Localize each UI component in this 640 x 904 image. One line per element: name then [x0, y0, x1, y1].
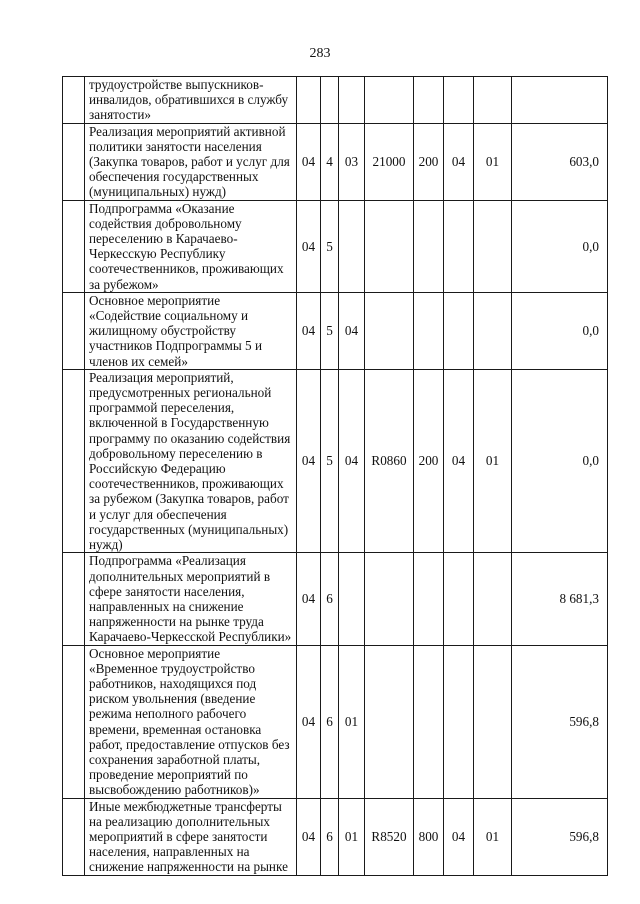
code-cell: 5 [321, 200, 339, 292]
row-number-cell [63, 553, 85, 645]
sum-cell: 596,8 [512, 798, 608, 875]
code-cell: 6 [321, 645, 339, 798]
code-cell: 200 [414, 369, 444, 552]
code-cell [444, 553, 474, 645]
code-cell [339, 553, 365, 645]
item-name-cell: трудоустройстве выпускников-инвалидов, обратившихся в службу занятости» [85, 77, 297, 124]
code-cell: 04 [297, 292, 321, 369]
page-number: 283 [309, 46, 331, 61]
code-cell [444, 77, 474, 124]
code-cell: 5 [321, 369, 339, 552]
code-cell: R8520 [365, 798, 414, 875]
code-cell: R0860 [365, 369, 414, 552]
code-cell [365, 292, 414, 369]
sum-cell: 8 681,3 [512, 553, 608, 645]
budget-table [62, 76, 608, 876]
code-cell: 200 [414, 123, 444, 200]
item-name-cell: Подпрограмма «Оказание содействия добровольному переселению в Карачаево-Черкесскую Республику соотечественников, проживающих за рубежом» [85, 200, 297, 292]
code-cell [365, 77, 414, 124]
code-cell [474, 645, 512, 798]
code-cell [444, 292, 474, 369]
sum-cell: 0,0 [512, 369, 608, 552]
code-cell [474, 200, 512, 292]
code-cell: 4 [321, 123, 339, 200]
sum-cell: 0,0 [512, 200, 608, 292]
code-cell [339, 77, 365, 124]
table-row [63, 292, 608, 369]
code-cell [414, 553, 444, 645]
row-number-cell [63, 369, 85, 552]
code-cell [474, 292, 512, 369]
table-row [63, 77, 608, 124]
row-number-cell [63, 77, 85, 124]
code-cell: 04 [297, 798, 321, 875]
code-cell: 01 [474, 123, 512, 200]
table-row [63, 369, 608, 552]
code-cell: 04 [297, 200, 321, 292]
code-cell: 04 [297, 369, 321, 552]
row-number-cell [63, 123, 85, 200]
sum-cell [512, 77, 608, 124]
code-cell: 04 [444, 798, 474, 875]
code-cell [297, 77, 321, 124]
table-row [63, 553, 608, 645]
table-row [63, 645, 608, 798]
code-cell [414, 292, 444, 369]
code-cell [365, 200, 414, 292]
code-cell [339, 200, 365, 292]
code-cell: 6 [321, 798, 339, 875]
code-cell [414, 645, 444, 798]
code-cell [321, 77, 339, 124]
item-name-cell: Подпрограмма «Реализация дополнительных мероприятий в сфере занятости населения, направленных на снижение напряженности на рынке труда Карачаево-Черкесской Республики» [85, 553, 297, 645]
sum-cell: 0,0 [512, 292, 608, 369]
code-cell [365, 645, 414, 798]
code-cell: 04 [297, 553, 321, 645]
code-cell: 04 [297, 123, 321, 200]
code-cell [414, 200, 444, 292]
code-cell: 03 [339, 123, 365, 200]
row-number-cell [63, 798, 85, 875]
item-name-cell: Иные межбюджетные трансферты на реализацию дополнительных мероприятий в сфере занятости населения, направленных на снижение напряженности на рынке [85, 798, 297, 875]
code-cell: 04 [444, 123, 474, 200]
item-name-cell: Реализация мероприятий, предусмотренных региональной программой переселения, включенной в Государственную программу по оказанию содействия добровольному переселению в Российскую Федерацию соотечественников, проживающих за рубежом (Закупка товаров, работ и услуг для обеспечения государственных (муниципальных) нужд) [85, 369, 297, 552]
item-name-cell: Реализация мероприятий активной политики занятости населения (Закупка товаров, работ и услуг для обеспечения государственных (муниципальных) нужд) [85, 123, 297, 200]
code-cell: 01 [339, 645, 365, 798]
row-number-cell [63, 292, 85, 369]
code-cell: 5 [321, 292, 339, 369]
code-cell: 01 [474, 798, 512, 875]
table-row [63, 200, 608, 292]
row-number-cell [63, 200, 85, 292]
item-name-cell: Основное мероприятие «Временное трудоустройство работников, находящихся под риском увольнения (введение режима неполного рабочего времени, временная остановка работ, предоставление отпусков без сохранения заработной платы, проведение мероприятий по высвобождению работников)» [85, 645, 297, 798]
code-cell [474, 77, 512, 124]
code-cell: 800 [414, 798, 444, 875]
row-number-cell [63, 645, 85, 798]
code-cell: 04 [339, 369, 365, 552]
code-cell: 6 [321, 553, 339, 645]
code-cell: 01 [474, 369, 512, 552]
code-cell: 04 [297, 645, 321, 798]
item-name-cell: Основное мероприятие «Содействие социальному и жилищному обустройству участников Подпрограммы 5 и членов их семей» [85, 292, 297, 369]
code-cell [474, 553, 512, 645]
code-cell: 01 [339, 798, 365, 875]
sum-cell: 603,0 [512, 123, 608, 200]
code-cell: 04 [444, 369, 474, 552]
code-cell [444, 200, 474, 292]
code-cell [444, 645, 474, 798]
sum-cell: 596,8 [512, 645, 608, 798]
code-cell: 21000 [365, 123, 414, 200]
table-row [63, 798, 608, 875]
code-cell: 04 [339, 292, 365, 369]
table-row [63, 123, 608, 200]
code-cell [365, 553, 414, 645]
code-cell [414, 77, 444, 124]
